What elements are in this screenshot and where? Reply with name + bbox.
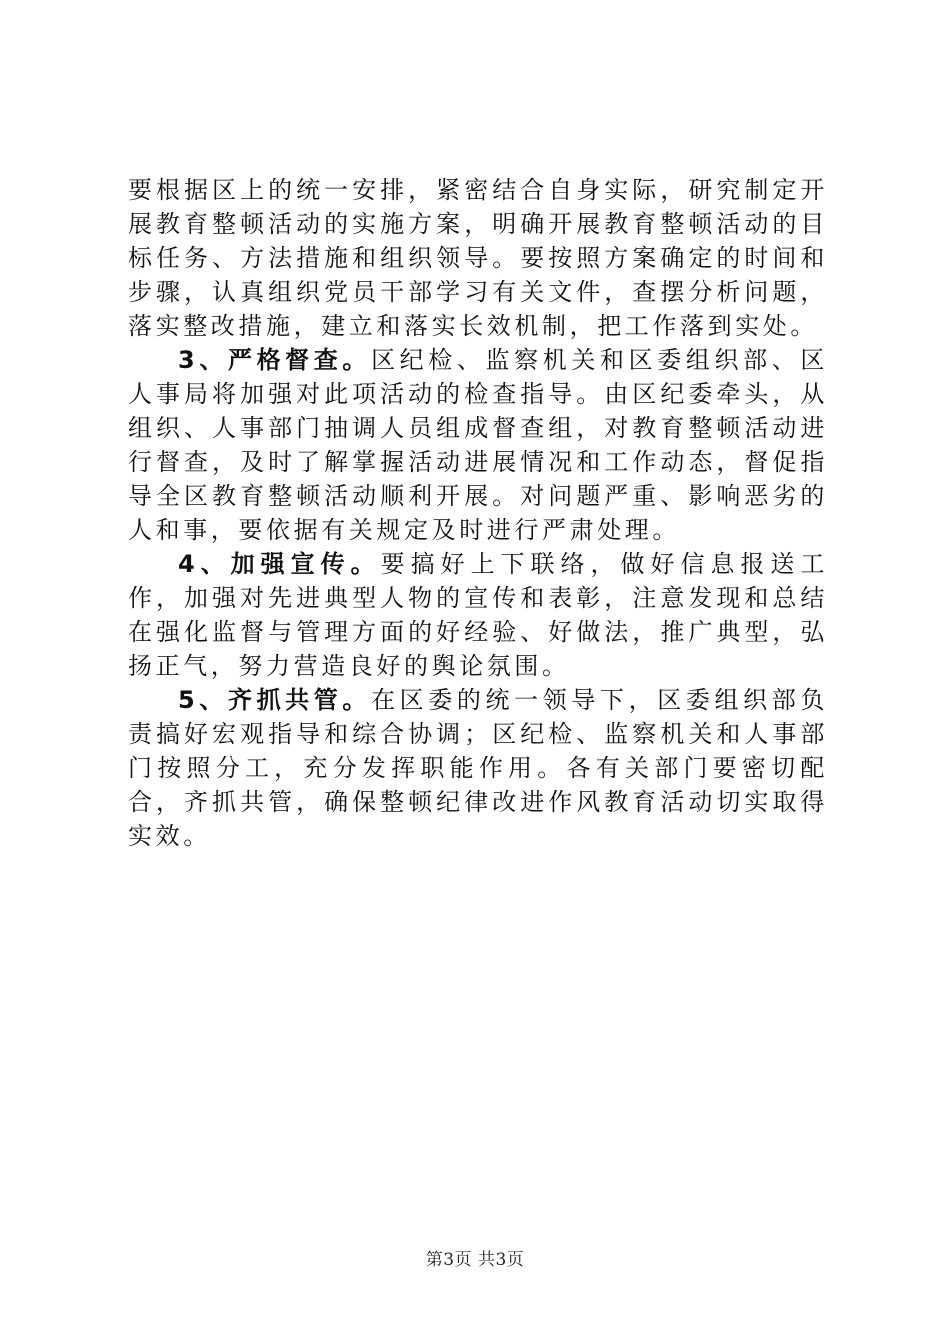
paragraph-text: 区纪检、监察机关和区委组织部、区人事局将加强对此项活动的检查指导。由区纪委牵头，从组织、人事部门抽调人员组成督查组，对教育整顿活动进行督查，及时了解掌握活动进展情况和工作动态，督促指导全区教育整顿活动顺利开展。对问题严重、影响恶劣的人和事，要依据有关规定及时进行严肃处理。: [128, 346, 828, 544]
paragraph-strict-supervision: [128, 343, 828, 547]
paragraph-text: 要根据区上的统一安排，紧密结合自身实际，研究制定开展教育整顿活动的实施方案，明确开展教育整顿活动的目标任务、方法措施和组织领导。要按照方案确定的时间和步骤，认真组织党员干部学习有关文件，查摆分析问题，落实整改措施，建立和落实长效机制，把工作落到实处。: [128, 176, 828, 340]
paragraph-joint-management: [128, 683, 828, 853]
page-number-footer: 第3页 共3页: [425, 1250, 525, 1270]
paragraph-heading: 4、加强宣传。: [178, 550, 381, 578]
paragraph-text: 要搞好上下联络，做好信息报送工作，加强对先进典型人物的宣传和表彰，注意发现和总结在强化监督与管理方面的好经验、好做法，推广典型，弘扬正气，努力营造良好的舆论氛围。: [128, 550, 829, 680]
paragraph-publicity: [128, 547, 828, 683]
paragraph-heading: 5、齐抓共管。: [178, 686, 372, 714]
paragraph-continuation: [128, 173, 828, 343]
document-body: [128, 173, 828, 853]
paragraph-heading: 3、严格督查。: [178, 346, 372, 374]
paragraph-text: 在区委的统一领导下，区委组织部负责搞好宏观指导和综合协调；区纪检、监察机关和人事部门按照分工，充分发挥职能作用。各有关部门要密切配合，齐抓共管，确保整顿纪律改进作风教育活动切实取得实效。: [128, 686, 828, 850]
